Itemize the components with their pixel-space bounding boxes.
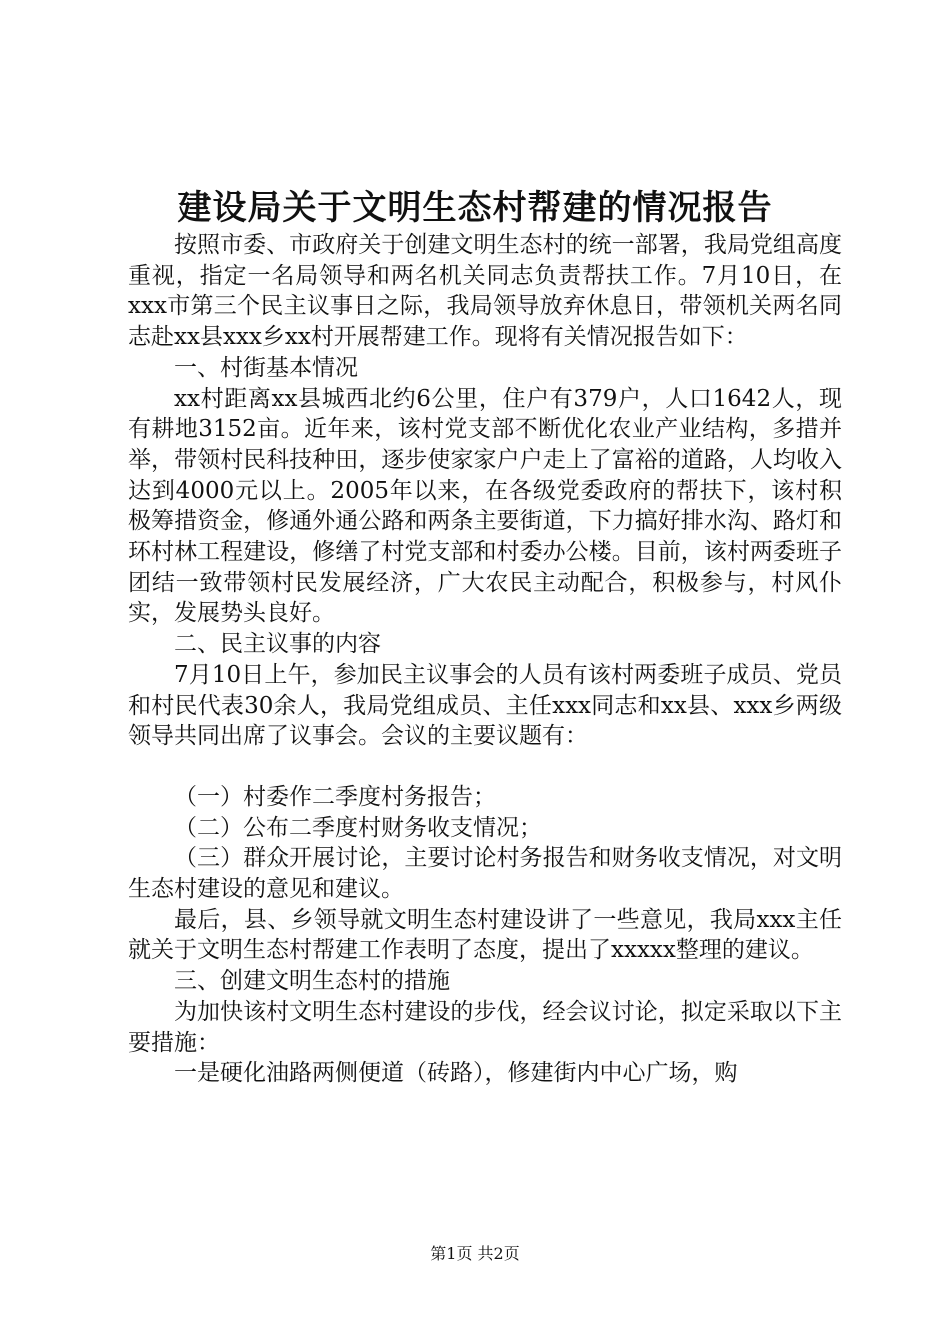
paragraph-intro: 按照市委、市政府关于创建文明生态村的统一部署，我局党组高度重视，指定一名局领导和两名机关同志负责帮扶工作。7月10日，在xxx市第三个民主议事日之际，我局领导放弃休息日，带领机关两名同志赴xx县xxx乡xx村开展帮建工作。现将有关情况报告如下： xyxy=(128,232,842,351)
agenda-item-2: （二）公布二季度村财务收支情况； xyxy=(174,814,542,841)
paragraph-meeting: 7月10日上午，参加民主议事会的人员有该村两委班子成员、党员和村民代表30余人，我局党组成员、主任xxx同志和xx县、xxx乡两级领导共同出席了议事会。会议的主要议题有： xyxy=(128,661,842,750)
agenda-item-3: （三）群众开展讨论，主要讨论村务报告和财务收支情况，对文明生态村建设的意见和建议。 xyxy=(128,845,842,903)
section-heading-1: 一、村街基本情况 xyxy=(174,354,358,381)
section-heading-3: 三、创建文明生态村的措施 xyxy=(174,968,450,995)
paragraph-measures-intro: 为加快该村文明生态村建设的步伐，经会议讨论，拟定采取以下主要措施： xyxy=(128,998,842,1056)
document-body xyxy=(128,230,842,1089)
paragraph-conclusion: 最后，县、乡领导就文明生态村建设讲了一些意见，我局xxx主任就关于文明生态村帮建工作表明了态度，提出了xxxxx整理的建议。 xyxy=(128,906,842,964)
paragraph-measure-1: 一是硬化油路两侧便道（砖路），修建街内中心广场，购 xyxy=(174,1060,738,1087)
paragraph-village-info: xx村距离xx县城西北约6公里，住户有379户，人口1642人，现有耕地3152亩。近年来，该村党支部不断优化农业产业结构，多措并举，带领村民科技种田，逐步使家家户户走上了富裕的道路，人均收入达到4000元以上。2005年以来，在各级党委政府的帮扶下，该村积极筹措资金，修通外通公路和两条主要街道，下力搞好排水沟、路灯和环村林工程建设，修缮了村党支部和村委办公楼。目前，该村两委班子团结一致带领村民发展经济，广大农民主动配合，积极参与，村风仆实，发展势头良好。 xyxy=(128,385,842,627)
document-title: 建设局关于文明生态村帮建的情况报告 xyxy=(177,188,773,228)
blank-line xyxy=(128,752,842,782)
page-footer: 第1页 共2页 xyxy=(430,1244,520,1263)
section-heading-2: 二、民主议事的内容 xyxy=(174,631,381,658)
agenda-item-1: （一）村委作二季度村务报告； xyxy=(174,783,496,810)
